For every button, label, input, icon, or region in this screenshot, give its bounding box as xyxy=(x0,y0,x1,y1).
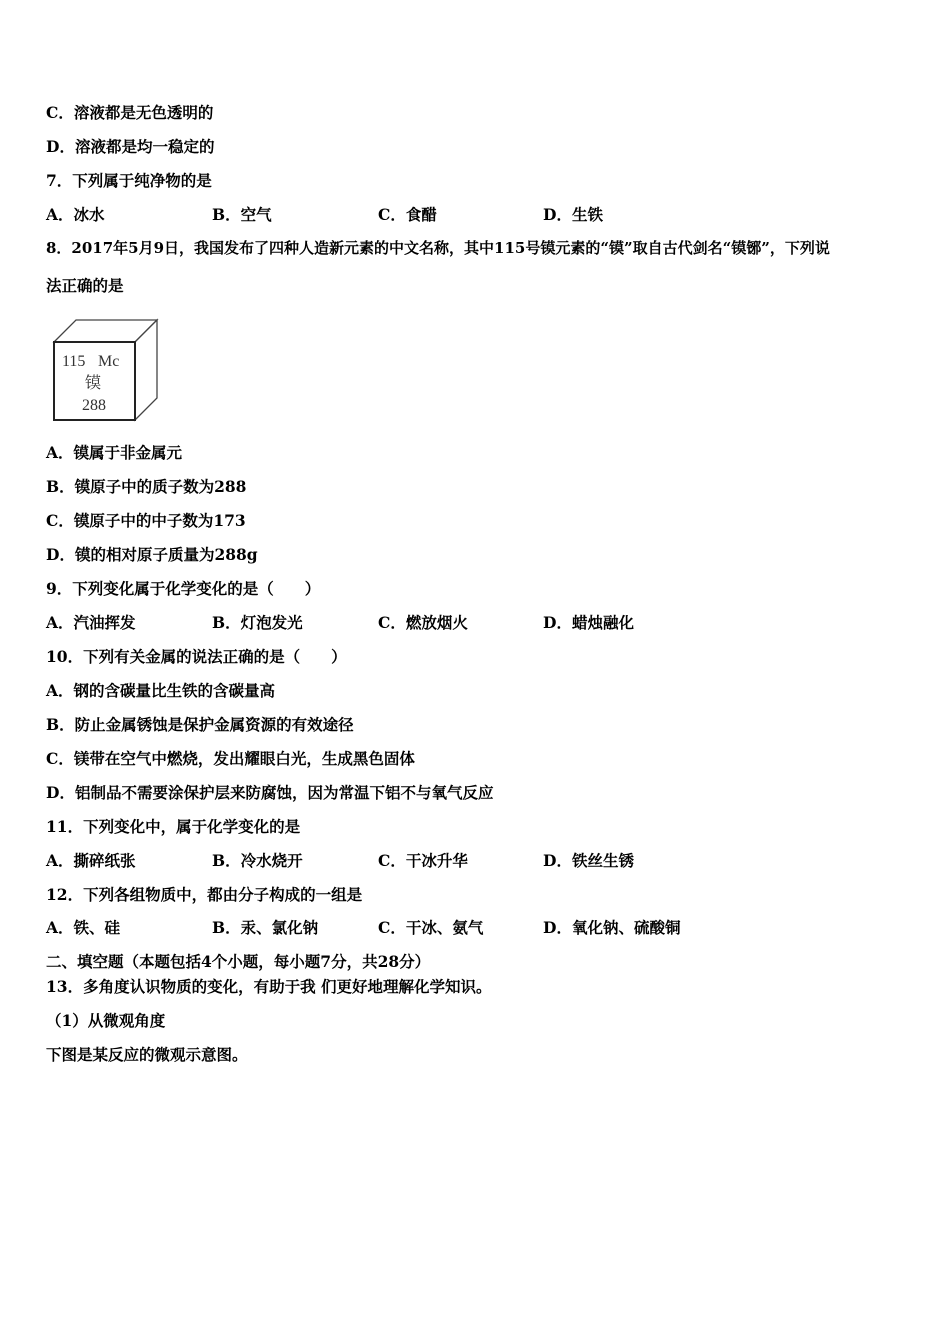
q13-stem: 13．多角度认识物质的变化，有助于我 们更好地理解化学知识。 xyxy=(46,977,492,996)
q13-part1: （1）从微观角度 xyxy=(46,1011,166,1030)
q9-option-b: B．灯泡发光 xyxy=(212,613,303,632)
q7-option-c: C．食醋 xyxy=(378,205,437,224)
section-title-fill-in: 二、填空题（本题包括4个小题，每小题7分，共28分） xyxy=(46,952,431,971)
q7-stem: 7．下列属于纯净物的是 xyxy=(46,171,212,190)
q8-option-c: C．镆原子中的中子数为173 xyxy=(46,511,246,530)
q10-option-a: A．钢的含碳量比生铁的含碳量高 xyxy=(46,681,276,700)
q8-option-a: A．镆属于非金属元 xyxy=(46,443,183,462)
q13-description: 下图是某反应的微观示意图。 xyxy=(46,1045,248,1064)
element-mass: 288 xyxy=(82,397,106,414)
q7-option-a: A．冰水 xyxy=(46,205,105,224)
q12-option-c: C．干冰、氨气 xyxy=(378,918,484,937)
q9-option-c: C．燃放烟火 xyxy=(378,613,468,632)
q8-stem-line1: 8．2017年5月9日，我国发布了四种人造新元素的中文名称，其中115号镆元素的“镆”取自古代剑名“镆铘”，下列说 xyxy=(46,239,830,257)
q6-option-d: D．溶液都是均一稳定的 xyxy=(46,137,215,156)
q11-option-b: B．冷水烧开 xyxy=(212,851,303,870)
q10-stem: 10．下列有关金属的说法正确的是（ ） xyxy=(46,647,347,666)
element-number: 115 xyxy=(62,353,86,370)
q12-option-d: D．氧化钠、硫酸铜 xyxy=(543,918,681,937)
q10-option-d: D．铝制品不需要涂保护层来防腐蚀，因为常温下铝不与氧气反应 xyxy=(46,783,494,802)
q8-option-b: B．镆原子中的质子数为288 xyxy=(46,477,247,496)
q7-option-b: B．空气 xyxy=(212,205,272,224)
q8-stem-line2: 法正确的是 xyxy=(46,276,124,295)
element-name: 镆 xyxy=(85,375,102,392)
q9-stem: 9．下列变化属于化学变化的是（ ） xyxy=(46,579,321,598)
q10-option-c: C．镁带在空气中燃烧，发出耀眼白光，生成黑色固体 xyxy=(46,749,415,768)
element-cell-diagram xyxy=(52,318,160,422)
q12-option-b: B．汞、氯化钠 xyxy=(212,918,319,937)
q11-option-d: D．铁丝生锈 xyxy=(543,851,634,870)
q11-stem: 11．下列变化中，属于化学变化的是 xyxy=(46,817,301,836)
q12-option-a: A．铁、硅 xyxy=(46,918,121,937)
q9-option-a: A．汽油挥发 xyxy=(46,613,136,632)
q7-option-d: D．生铁 xyxy=(543,205,603,224)
q8-option-d: D．镆的相对原子质量为288g xyxy=(46,545,258,564)
q12-stem: 12．下列各组物质中，都由分子构成的一组是 xyxy=(46,885,363,904)
q6-option-c: C．溶液都是无色透明的 xyxy=(46,103,214,122)
q11-option-c: C．干冰升华 xyxy=(378,851,468,870)
element-symbol: Mc xyxy=(98,353,120,370)
q10-option-b: B．防止金属锈蚀是保护金属资源的有效途径 xyxy=(46,715,354,734)
q11-option-a: A．撕碎纸张 xyxy=(46,851,136,870)
q9-option-d: D．蜡烛融化 xyxy=(543,613,634,632)
